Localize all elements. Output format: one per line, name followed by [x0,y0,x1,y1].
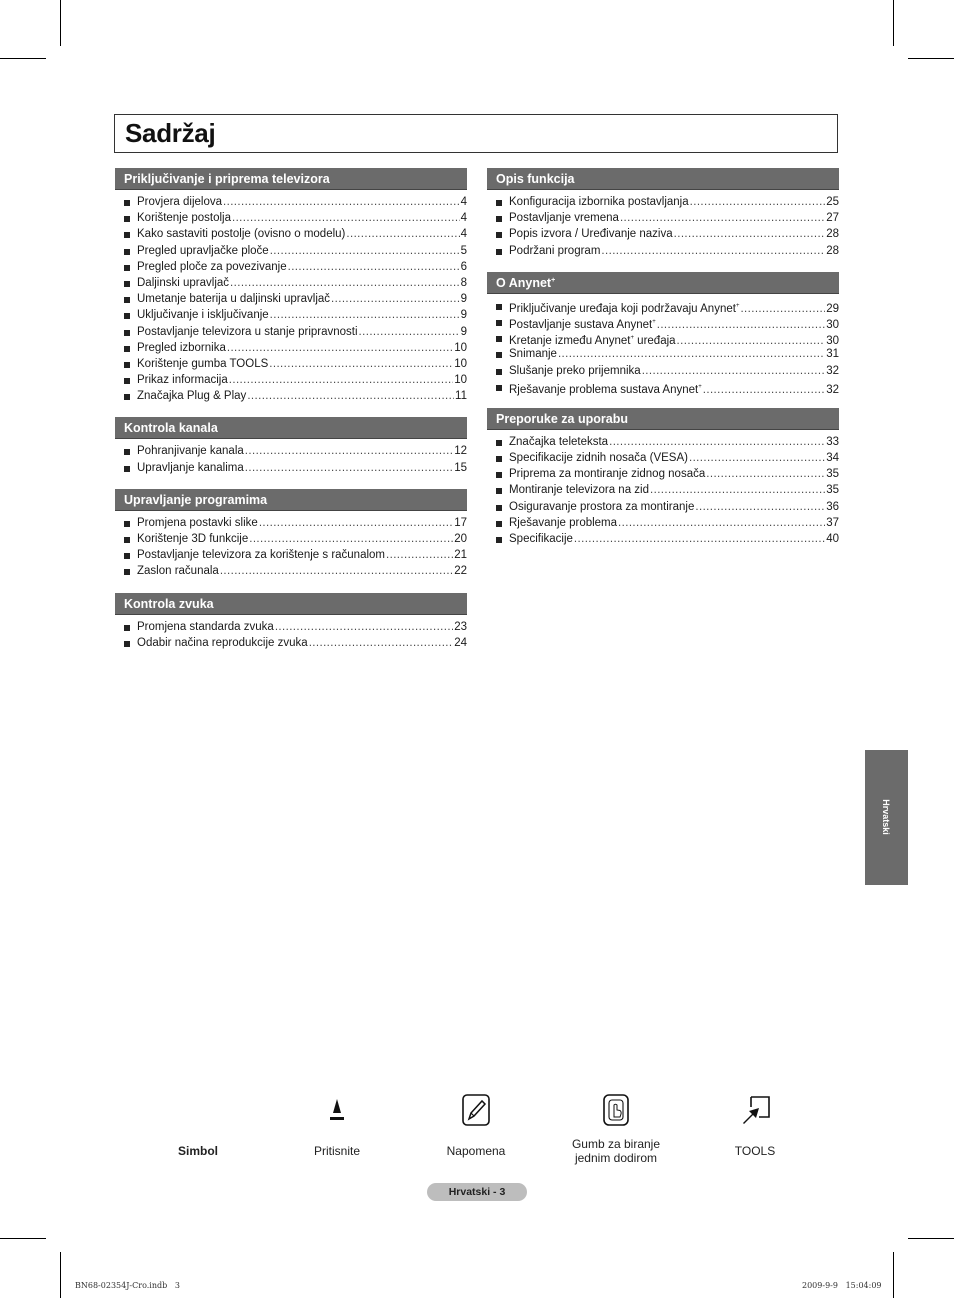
footer-file-info: BN68-02354J-Cro.indb 3 [75,1281,180,1290]
toc-section-heading-text: Preporuke za uporabu [496,411,628,426]
toc-list [115,511,467,580]
toc-entry[interactable] [115,635,467,651]
toc-entry[interactable] [487,531,839,547]
dot-leader [690,194,826,210]
toc-entry[interactable] [487,515,839,531]
crop-mark [908,58,954,59]
dot-leader [288,259,460,275]
toc-entry[interactable] [487,314,839,330]
symbol-note-label: Napomena [446,1144,506,1158]
toc-section-heading-text: Priključivanje i priprema televizora [124,172,330,186]
toc-entry-page: 10 [454,357,467,370]
toc-entry-page: 30 [826,318,839,331]
toc-list [115,439,467,475]
toc-entry-page: 23 [454,620,467,633]
dot-leader [574,531,825,547]
dot-leader [245,443,453,459]
toc-entry-text: Odabir načina reprodukcije zvuka [137,636,308,649]
toc-entry-page: 32 [826,364,839,377]
toc-entry[interactable] [115,307,467,323]
toc-entry-text: Upravljanje kanalima [137,461,244,474]
page-number: Hrvatski - 3 [427,1183,527,1201]
toc-left-column [115,168,467,664]
toc-entry-page: 10 [454,374,467,387]
toc-entry[interactable] [487,346,839,362]
toc-section-heading-text: Kontrola kanala [124,421,218,436]
crop-mark [60,0,61,46]
toc-entry-page: 35 [826,484,839,497]
toc-section-heading-text: Kontrola zvuka [124,596,214,611]
toc-entry[interactable] [487,379,839,395]
toc-entry-text: Pregled ploče za povezivanje [137,260,287,273]
superscript: + [551,276,556,284]
toc-list [115,190,467,404]
toc-entry-page: 25 [826,196,839,208]
dot-leader [230,275,460,291]
dot-leader [346,226,459,242]
crop-mark [0,58,46,59]
toc-section-heading-text: O Anynet [496,275,552,290]
toc-section-heading [115,593,467,615]
toc-list [115,615,467,651]
toc-entry-page: 36 [826,500,839,513]
toc-entry-page: 20 [454,533,467,545]
superscript: + [630,335,634,342]
toc-entry-label [137,515,258,531]
toc-entry-text: Kretanje između Anynet [509,334,631,347]
toc-entry-label [137,388,246,404]
toc-entry-page: 27 [826,212,839,225]
toc-entry[interactable] [115,275,467,291]
dot-leader [650,482,825,498]
toc-entry-text-tail: uređaja [633,334,676,347]
toc-entry-label [137,275,229,291]
toc-entry-label [137,324,358,340]
superscript: + [698,383,702,390]
toc-entry-text: Konfiguracija izbornika postavljanja [509,196,689,208]
toc-entry-text: Pregled upravljačke ploče [137,244,269,257]
toc-entry-text: Značajka Plug & Play [137,390,247,403]
dot-leader [558,346,825,362]
toc-entry[interactable] [115,388,467,404]
toc-entry-page: 32 [826,383,839,396]
toc-entry-text: Popis izvora / Uređivanje naziva [509,228,673,241]
title-box [114,114,838,153]
toc-entry-text: Korištenje postolja [137,212,231,225]
toc-entry-page: 28 [826,244,839,257]
toc-entry-label [137,340,226,356]
toc-entry[interactable] [115,291,467,307]
toc-entry-label [137,243,269,259]
dot-leader [609,434,825,450]
toc-entry-label [137,443,244,459]
superscript: + [735,302,740,309]
dot-leader [706,466,825,482]
toc-entry[interactable] [115,563,467,579]
toc-entry-label [509,210,619,226]
toc-entry-text: Podržani program [509,244,601,257]
toc-entry-page: 8 [460,276,467,289]
toc-entry[interactable] [115,259,467,275]
dot-leader [269,356,453,372]
toc-entry-text: Kako sastaviti postolje (ovisno o modelu) [137,228,346,241]
dot-leader [247,388,454,404]
crop-mark [60,1252,61,1298]
toc-entry-label [509,194,689,210]
toc-entry-page: 29 [826,302,839,315]
toc-entry[interactable] [115,515,467,531]
symbol-tools-label: TOOLS [734,1144,776,1158]
toc-entry[interactable] [487,226,839,242]
toc-entry-label [509,346,557,362]
dot-leader [245,460,453,476]
toc-entry-text: Pohranjivanje kanala [137,445,244,458]
toc-entry-page: 17 [454,516,467,529]
footer-timestamp: 2009-9-9 15:04:09 [802,1281,882,1290]
toc-entry[interactable] [487,499,839,515]
toc-entry-page: 33 [826,435,839,448]
toc-section-heading-text: Upravljanje programima [124,492,268,507]
toc-entry-page: 28 [826,228,839,241]
toc-section [487,408,839,547]
toc-entry-text: Pregled izbornika [137,341,226,354]
toc-entry-text: Postavljanje televizora u stanje pripravnosti [137,325,358,338]
dot-leader [220,563,453,579]
toc-entry-page: 24 [454,636,467,649]
toc-entry[interactable] [115,531,467,547]
dot-leader [359,324,460,340]
dot-leader [386,547,453,563]
toc-entry-text: Snimanje [509,348,557,361]
dot-leader [642,363,826,379]
toc-section [115,417,467,475]
page-title: Sadržaj [125,118,216,148]
toc-entry-page: 21 [454,549,467,562]
tools-icon [739,1093,771,1127]
dot-leader [232,210,460,226]
toc-section [115,489,467,580]
toc-section-heading [115,168,467,190]
toc-entry[interactable] [115,324,467,340]
toc-entry-label [509,379,702,398]
toc-entry-text: Priključivanje uređaja koji podržavaju Anynet [509,302,736,315]
toc-entry-label [509,243,600,259]
toc-entry-label [137,372,228,388]
toc-entry-text: Promjena standarda zvuka [137,620,274,633]
toc-entry[interactable] [487,243,839,259]
toc-entry-page: 34 [826,452,839,465]
toc-entry-page: 5 [460,244,467,257]
toc-entry-text: Promjena postavki slike [137,516,258,529]
dot-leader [309,635,454,651]
toc-entry-page: 35 [826,468,839,481]
toc-entry-label [509,466,705,482]
toc-entry-label [137,563,219,579]
toc-entry[interactable] [115,356,467,372]
dot-leader [270,243,460,259]
toc-entry-text: Rješavanje problema [509,516,618,529]
toc-entry-page: 22 [454,565,467,578]
toc-entry[interactable] [115,226,467,242]
toc-entry-page: 37 [826,516,839,529]
toc-entry-label [137,194,222,210]
toc-section-heading [115,417,467,439]
toc-entry-text: Uključivanje i isključivanje [137,309,269,322]
toc-entry-text: Postavljanje televizora za korištenje s računalom [137,549,386,562]
toc-entry-label [137,547,385,563]
dot-leader [223,194,460,210]
toc-entry-label [137,356,268,372]
toc-entry-label [509,363,641,379]
toc-entry-text: Osiguravanje prostora za montiranje [509,500,695,513]
toc-entry[interactable] [487,298,839,314]
toc-entry[interactable] [115,243,467,259]
crop-mark [908,1238,954,1239]
toc-entry-text: Montiranje televizora na zid [509,484,649,497]
dot-leader [695,499,825,515]
dot-leader [227,340,453,356]
toc-entry[interactable] [115,460,467,476]
toc-entry-label [509,499,694,515]
symbol-press-label: Pritisnite [313,1144,360,1158]
dot-leader [331,291,460,307]
toc-entry-label [509,226,673,242]
toc-entry-page: 40 [826,533,839,545]
toc-entry-page: 15 [454,461,467,474]
toc-entry[interactable] [487,466,839,482]
toc-entry-label [137,210,231,226]
dot-leader [275,619,453,635]
toc-section-heading [115,489,467,511]
toc-entry[interactable] [487,482,839,498]
dot-leader [674,226,826,242]
one-touch-button-icon [600,1093,632,1127]
toc-entry-text: Zaslon računala [137,565,219,578]
toc-entry[interactable] [115,619,467,635]
language-side-tab-label: Hrvatski [881,799,891,835]
dot-leader [620,210,825,226]
toc-list [487,430,839,547]
toc-entry[interactable] [115,210,467,226]
toc-section [115,168,467,404]
dot-leader [259,515,453,531]
toc-right-column [487,168,839,560]
language-side-tab [865,750,908,885]
toc-entry-text: Umetanje baterija u daljinski upravljač [137,293,331,306]
toc-entry-text: Korištenje gumba TOOLS [137,357,269,370]
toc-section-heading-text: Opis funkcija [496,172,575,186]
toc-entry-text: Korištenje 3D funkcije [137,533,249,545]
toc-entry[interactable] [487,450,839,466]
toc-entry-text: Prikaz informacija [137,374,228,387]
toc-entry[interactable] [487,434,839,450]
toc-entry-text: Značajka teleteksta [509,435,609,448]
toc-entry-page: 9 [460,293,467,306]
toc-entry-text: Provjera dijelova [137,196,223,208]
toc-entry[interactable] [115,443,467,459]
toc-entry-label [509,482,649,498]
toc-entry-page: 9 [460,309,467,322]
toc-entry-label [137,226,345,242]
toc-section [487,168,839,259]
symbol-one-touch-label-line2: jednim dodirom [574,1151,658,1165]
toc-entry-page: 10 [454,341,467,354]
toc-entry-label [137,291,330,307]
toc-entry-text: Specifikacije zidnih nosača (VESA) [509,452,688,465]
toc-entry[interactable] [115,194,467,210]
crop-mark [893,0,894,46]
crop-mark [893,1252,894,1298]
dot-leader [229,372,453,388]
note-icon [460,1093,492,1127]
symbol-legend-title: Simbol [177,1144,218,1158]
symbol-one-touch-label-line1: Gumb za biranje [571,1137,661,1151]
toc-entry-text: Priprema za montiranje zidnog nosača [509,468,706,481]
toc-entry-label [137,531,248,547]
toc-section-heading [487,272,839,294]
toc-entry-page: 4 [460,228,467,241]
toc-entry-label [137,619,274,635]
toc-section-heading [487,168,839,190]
toc-entry-page: 11 [455,390,467,403]
toc-list [487,294,839,395]
toc-entry-label [509,531,573,547]
toc-section [115,593,467,651]
toc-entry[interactable] [487,210,839,226]
toc-entry-label [137,307,269,323]
dot-leader [270,307,460,323]
toc-entry-label [509,450,688,466]
dot-leader [703,382,825,398]
toc-entry-page: 31 [826,348,839,361]
toc-entry-page: 9 [460,325,467,338]
toc-entry-label [137,635,308,651]
toc-entry-text: Postavljanje vremena [509,212,619,225]
toc-entry-page: 12 [454,445,467,458]
superscript: + [652,318,656,325]
toc-list [487,190,839,259]
toc-entry-text: Slušanje preko prijemnika [509,364,641,377]
toc-entry-text: Rješavanje problema sustava Anynet [509,383,699,396]
toc-entry-label [137,259,287,275]
toc-entry[interactable] [487,363,839,379]
toc-entry-label [137,460,244,476]
toc-entry-label [509,515,617,531]
toc-entry-page: 30 [826,334,839,347]
toc-entry[interactable] [115,372,467,388]
toc-entry-text: Postavljanje sustava Anynet [509,318,653,331]
toc-entry-page: 4 [460,196,467,208]
dot-leader [618,515,825,531]
press-icon [321,1093,353,1127]
toc-entry-label [509,434,608,450]
toc-entry-text: Daljinski upravljač [137,276,230,289]
toc-entry[interactable] [115,340,467,356]
toc-entry[interactable] [487,194,839,210]
toc-entry[interactable] [487,330,839,346]
crop-mark [0,1238,46,1239]
toc-section [487,272,839,395]
toc-section-heading [487,408,839,430]
dot-leader [601,243,825,259]
toc-entry[interactable] [115,547,467,563]
dot-leader [249,531,453,547]
toc-entry-page: 6 [460,260,467,273]
toc-entry-page: 4 [460,212,467,225]
dot-leader [689,450,825,466]
toc-entry-text: Specifikacije [509,533,573,545]
